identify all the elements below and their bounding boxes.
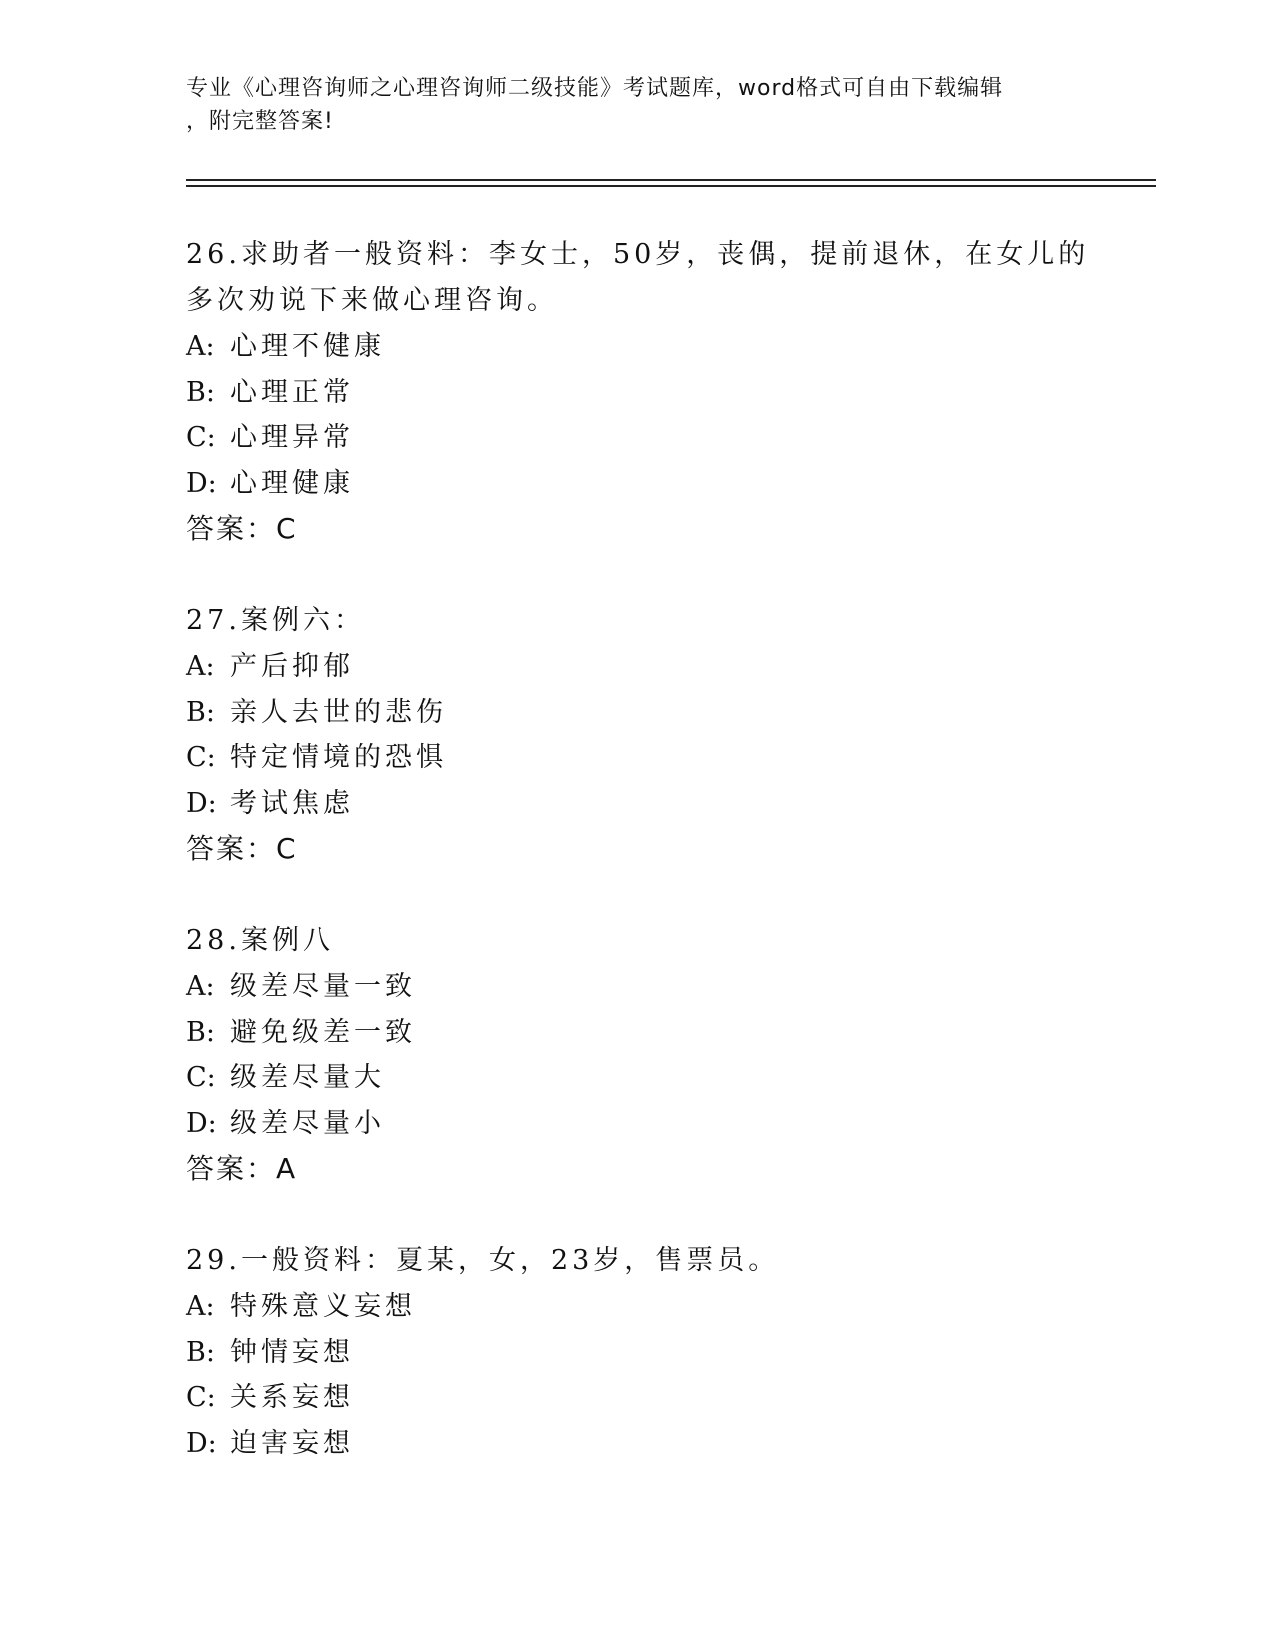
option-c <box>186 415 1106 461</box>
option-a <box>186 324 1106 370</box>
question-number: 29. <box>186 1245 241 1276</box>
option-key: B: <box>186 696 215 728</box>
option-key: A: <box>186 971 215 1002</box>
question-29 <box>186 1238 1106 1466</box>
question-stem <box>186 598 1106 644</box>
option-d <box>186 1101 1106 1147</box>
option-key: B: <box>186 376 215 408</box>
header-divider-top <box>186 179 1156 181</box>
option-key: D: <box>186 787 217 819</box>
option-b <box>186 1330 1106 1376</box>
document-header <box>186 72 1086 138</box>
option-text: 亲人去世的悲伤 <box>230 696 447 728</box>
option-text: 级差尽量小 <box>230 1107 385 1139</box>
option-d <box>186 1421 1106 1467</box>
option-key: C: <box>186 422 216 453</box>
question-stem <box>186 1238 1106 1284</box>
option-c <box>186 1055 1106 1101</box>
question-number: 27. <box>186 605 241 636</box>
option-key: A: <box>186 331 215 362</box>
answer-line: 答案：A <box>186 1152 298 1185</box>
option-a <box>186 964 1106 1010</box>
question-list <box>186 232 1106 1512</box>
option-key: D: <box>186 1427 217 1459</box>
option-d <box>186 461 1106 507</box>
option-text: 心理正常 <box>230 376 354 408</box>
header-divider-bottom <box>186 185 1156 187</box>
question-27 <box>186 598 1106 872</box>
header-title-line-1: 专业《心理咨询师之心理咨询师二级技能》考试题库，word格式可自由下载编辑 <box>186 76 1004 101</box>
answer-line: 答案：C <box>186 832 298 865</box>
option-key: B: <box>186 1016 215 1048</box>
option-key: A: <box>186 651 215 682</box>
question-text: 一般资料：夏某，女，23岁，售票员。 <box>240 1245 780 1276</box>
question-text: 求助者一般资料：李女士，50岁，丧偶，提前退休，在女儿的多次劝说下来做心理咨询。 <box>186 239 1090 316</box>
option-text: 级差尽量一致 <box>230 971 416 1002</box>
question-stem <box>186 232 1106 324</box>
option-d <box>186 781 1106 827</box>
option-text: 产后抑郁 <box>230 651 354 682</box>
option-key: C: <box>186 742 216 773</box>
option-key: D: <box>186 1107 217 1139</box>
question-28 <box>186 918 1106 1192</box>
option-text: 心理健康 <box>230 467 354 499</box>
question-number: 26. <box>186 239 241 270</box>
option-text: 特定情境的恐惧 <box>230 742 447 773</box>
option-key: A: <box>186 1291 215 1322</box>
option-c <box>186 735 1106 781</box>
question-text: 案例六： <box>240 605 365 636</box>
option-text: 心理不健康 <box>230 331 385 362</box>
question-text: 案例八 <box>240 925 334 956</box>
option-text: 特殊意义妄想 <box>230 1291 416 1322</box>
question-stem <box>186 918 1106 964</box>
option-c <box>186 1375 1106 1421</box>
option-text: 级差尽量大 <box>230 1062 385 1093</box>
option-key: C: <box>186 1382 216 1413</box>
option-text: 考试焦虑 <box>230 787 354 819</box>
option-key: B: <box>186 1336 215 1368</box>
option-text: 关系妄想 <box>230 1382 354 1413</box>
option-a <box>186 644 1106 690</box>
option-text: 避免级差一致 <box>230 1016 416 1048</box>
option-key: C: <box>186 1062 216 1093</box>
header-title-line-2: ，附完整答案! <box>186 109 334 134</box>
option-text: 心理异常 <box>230 422 354 453</box>
answer-line: 答案：C <box>186 512 298 545</box>
option-text: 钟情妄想 <box>230 1336 354 1368</box>
option-b <box>186 690 1106 736</box>
option-text: 迫害妄想 <box>230 1427 354 1459</box>
option-a <box>186 1284 1106 1330</box>
question-number: 28. <box>186 925 241 956</box>
option-b <box>186 370 1106 416</box>
question-26 <box>186 232 1106 552</box>
option-b <box>186 1010 1106 1056</box>
option-key: D: <box>186 467 217 499</box>
